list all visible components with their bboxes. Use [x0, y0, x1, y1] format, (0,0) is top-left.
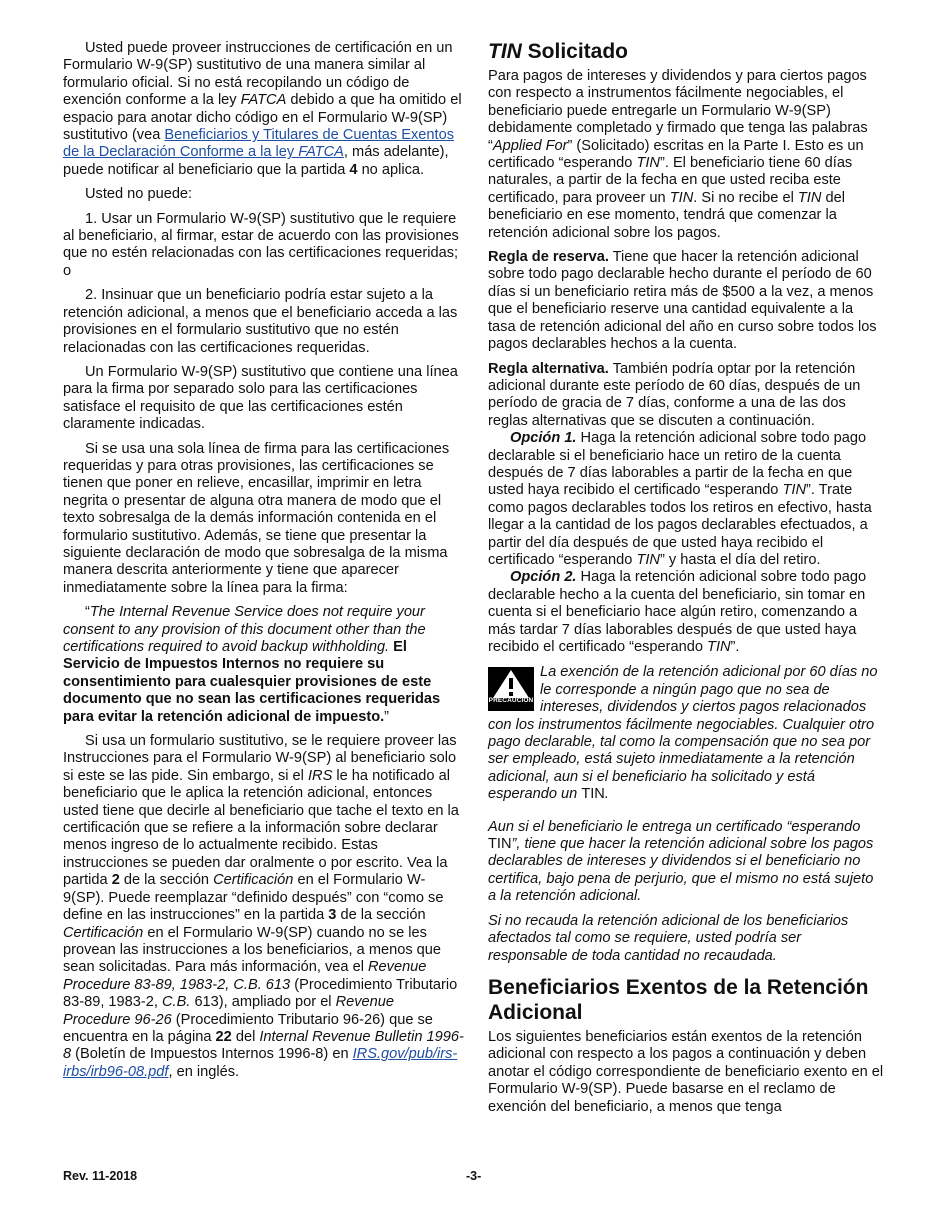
caution-label: PRECAUCIÓN [488, 697, 534, 704]
heading-exempt-payees: Beneficiarios Exentos de la Retención Adicional [488, 975, 869, 1024]
paragraph-single-signature: Si se usa una sola línea de firma para las certificaciones requeridas y para otras provisiones, las certificaciones se tienen que poner en relieve, encasillar, imprimir en letra negrita o presentar de alguna otra manera de modo que el texto sobresalga de la demás información contenida en el formulario sustitutivo. Además, se tiene que presentar la siguiente declaración de modo que sobresalga de la misma manera descrita anteriormente y tiene que aparecer inmediatamente sobre la línea para la firma: [63, 440, 450, 596]
paragraph-option-2: Opción 2. Haga la retención adicional sobre todo pago declarable hecho a la cuenta del beneficiario, sin tomar en cuenta si el beneficiario hace algún retiro, comenzando a más tardar 7 días laborables después de que usted haya recibido el certificado “esperando TIN”. [488, 569, 867, 655]
paragraph-signature-line: Un Formulario W-9(SP) sustitutivo que contiene una línea para la firma por separado solo para las certificaciones satisface el requisito de que las certificaciones estén claramente indicadas. [63, 363, 458, 433]
list-item-2: 2. Insinuar que un beneficiario podría estar sujeto a la retención adicional, a menos que el beneficiario acceda a las provisiones en el formulario sustitutivo que no estén relacionadas con las certificaciones requeridas. [63, 287, 458, 356]
paragraph-awaiting-tin: Para pagos de intereses y dividendos y para ciertos pagos con respecto a instrumentos fácilmente negociables, el beneficiario puede entregarle un Formulario W-9(SP) debidamente completado y firmado que tenga las palabras “Applied For” (Solicitado) escritas en la Parte I. Esto es un certificado “esperando TIN”. El beneficiario tiene 60 días naturales, a partir de la fecha en que usted reciba este certificado, para proveer un TIN. Si no recibe el TIN del beneficiario en ese momento, tendrá que comenzar la retención adicional sobre los pagos. [488, 68, 868, 241]
left-column [63, 40, 464, 1081]
link-exempt-payees-fatca[interactable]: Beneficiarios y Titulares de Cuentas Exentos de la Declaración Conforme a la ley FATCA [63, 127, 454, 161]
paragraph-exempt-payees: Los siguientes beneficiarios están exentos de la retención adicional con respecto a los pagos a continuación y deben anotar el código correspondiente de beneficiario exento en el Formulario W-9(SP). Puede basarse en el reclamo de exención del beneficiario, a menos que tenga [488, 1028, 884, 1115]
irs-consent-statement: “The Internal Revenue Service does not require your consent to any provision of this document other than the certifications required to avoid backup withholding. El Servicio de Impuestos Internos no requiere su consentimiento para cualesquier provisiones de este documento que no sean las certificaciones requeridas para evitar la retención adicional de impuesto.” [63, 604, 441, 725]
caution-note: PRECAUCIÓN La exención de la retención adicional por 60 días no le corresponde a ningún pago que no sea de intereses, dividendos y ciertos pagos relacionados con los instrumentos fácilmente negociables. Cualquier otro pago declarable, tal como la compensación que no sea por ser empleado, está sujeto inmediatamente a la retención adicional, aun si el beneficiario ha solicitado y está esperando un TIN. [488, 664, 878, 803]
paragraph-substitute-instructions: Usted puede proveer instrucciones de certificación en un Formulario W-9(SP) sustitutivo de una manera similar al formulario oficial. Si no está recopilando un código de exención conforme a la ley FATCA debido a que ha omitido el espacio para anotar dicho código en el Formulario W-9(SP) sustitutivo (vea Beneficiarios y Titulares de Cuentas Exentos de la Declaración Conforme a la ley FATCA, más adelante), puede notificar al beneficiario que la partida 4 no aplica. [63, 40, 462, 178]
paragraph-alternative-rule: Regla alternativa. También podría optar por la retención adicional durante este período de 60 días, después de un período de gracia de 7 días, conforme a una de las dos reglas alternativas que se discuten a continuación. [488, 360, 861, 429]
caution-icon [488, 667, 534, 711]
paragraph-option-1: Opción 1. Haga la retención adicional sobre todo pago declarable si el beneficiario hace un retiro de la cuenta después de 7 días laborables a partir de la fecha en que usted haya recibido el certificado “esperando TIN”. Trate como pagos declarables todos los retiros en efectivo, hasta llegar a la cantidad de los pagos declarables efectuados, a partir del día después de que usted haya recibido el certificado “esperando TIN” y hasta el día del retiro. [488, 430, 872, 568]
link-irb96-08[interactable]: IRS.gov/pub/irs-irbs/irb96-08.pdf [63, 1046, 458, 1080]
list-item-1: 1. Usar un Formulario W-9(SP) sustitutivo que le requiere al beneficiario, al firmar, estar de acuerdo con las provisiones que no estén relacionadas con las certificaciones requeridas; o [63, 210, 459, 279]
right-column [488, 40, 884, 1116]
paragraph-liability-note: Si no recauda la retención adicional de los beneficiarios afectados tal como se requiere, usted podría ser responsable de toda cantidad no recaudada. [488, 912, 849, 964]
paragraph-substitute-form-instructions: Si usa un formulario sustitutivo, se le requiere proveer las Instrucciones para el Formulario W-9(SP) al beneficiario solo si este se las pide. Sin embargo, si el IRS le ha notificado al beneficiario que le aplica la retención adicional, entonces usted tiene que decirle al beneficiario que tache el texto en la certificación que se refiere a la información sobre declarar menos ingreso de lo actualmente recibido. Estas instrucciones se pueden dar oralmente o por escrito. Vea la partida 2 de la sección Certificación en el Formulario W-9(SP). Puede reemplazar “definido después” con “como se define en las instrucciones” en la partida 3 de la sección Certificación en el Formulario W-9(SP) cuando no se les provean las instrucciones a los beneficiarios, a menos que sean solicitadas. Para más información, vea el Revenue Procedure 83-89, 1983-2, C.B. 613 (Procedimiento Tributario 83-89, 1983-2, C.B. 613), ampliado por el Revenue Procedure 96-26 (Procedimiento Tributario 96-26) que se encuentra en la página 22 del Internal Revenue Bulletin 1996-8 (Boletín de Impuestos Internos 1996-8) en IRS.gov/pub/irs-irbs/irb96-08.pdf, en inglés. [63, 733, 464, 1080]
footer-revision: Rev. 11-2018 [63, 1169, 138, 1183]
heading-tin-applied-for: TIN Solicitado [488, 40, 629, 63]
paragraph-awaiting-tin-note: Aun si el beneficiario le entrega un certificado “esperando TIN”, tiene que hacer la retención adicional sobre los pagos declarables de intereses y dividendos si el beneficiario no certifica, bajo pena de perjurio, que el mismo no está sujeto a la retención adicional. [488, 818, 874, 905]
paragraph-you-cannot: Usted no puede: [85, 186, 193, 203]
footer-page-number: -3- [466, 1169, 482, 1183]
paragraph-reserve-rule: Regla de reserva. Tiene que hacer la retención adicional sobre todo pago declarable hecho durante el período de 60 días si un beneficiario retira más de $500 a la vez, a menos que el beneficiario reserve una cantidad equivalente a la tasa de retención adicional del año en curso sobre todos los pagos declarables hechos a la cuenta. [488, 249, 877, 353]
